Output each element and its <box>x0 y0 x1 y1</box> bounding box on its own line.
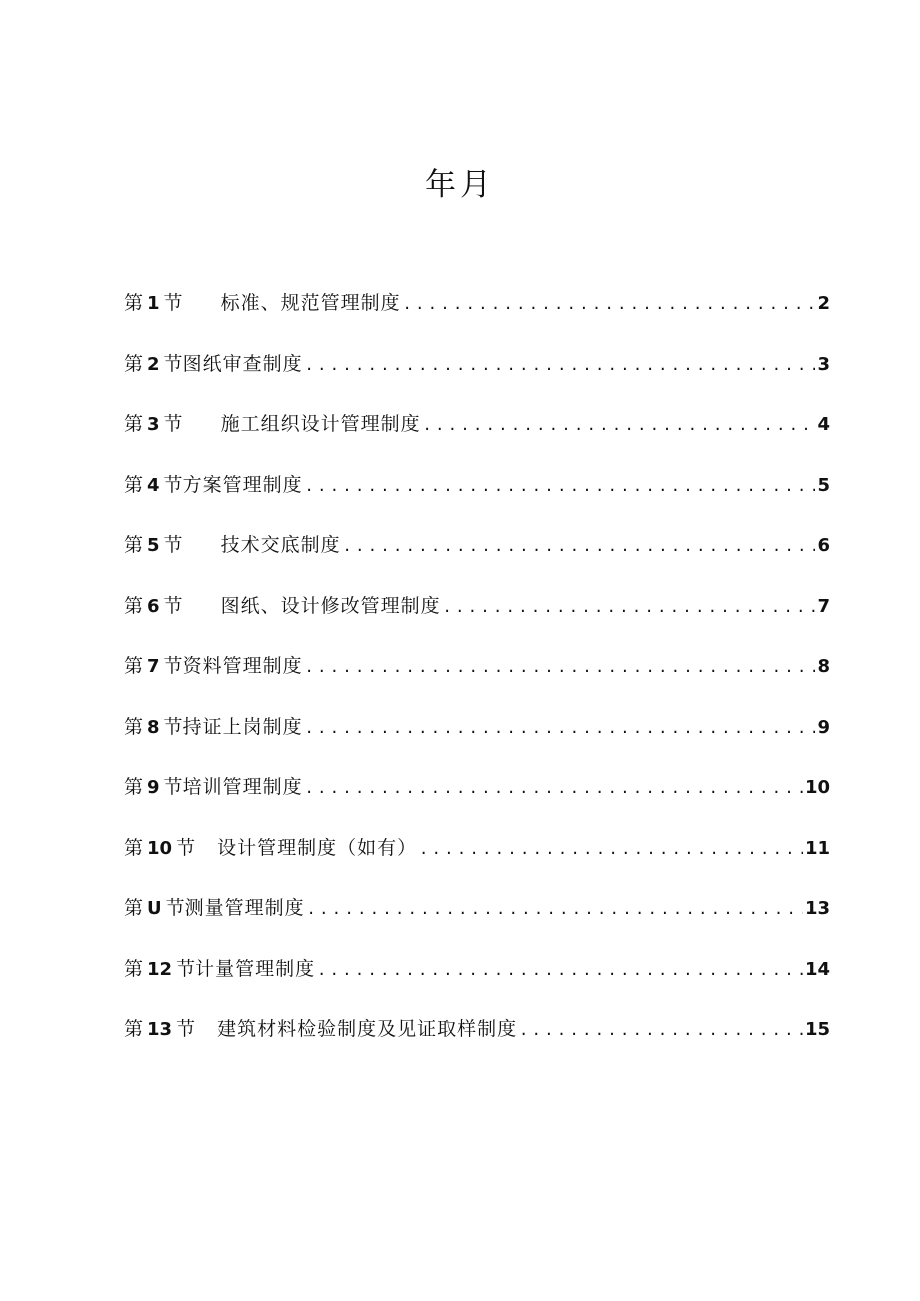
toc-entry[interactable] <box>124 653 830 714</box>
dot-leader <box>403 291 816 317</box>
section-number: 第 6 节 <box>124 594 183 617</box>
section-number: 第 8 节 <box>124 715 183 738</box>
section-number: 第 1 节 <box>124 292 183 314</box>
toc-entry[interactable] <box>124 835 830 896</box>
toc-entry[interactable] <box>124 411 830 472</box>
section-title: 施工组织设计管理制度 <box>220 413 421 435</box>
page-number: 9 <box>817 716 830 738</box>
dot-leader <box>423 412 816 438</box>
toc-entry[interactable] <box>124 774 830 835</box>
dot-leader <box>317 957 803 983</box>
section-number: 第 13 节 <box>124 1018 196 1040</box>
section-number: 第 U 节 <box>124 897 185 919</box>
page-number: 14 <box>804 958 830 980</box>
section-title: 图纸、设计修改管理制度 <box>220 594 441 617</box>
dot-leader <box>305 715 816 741</box>
page-number: 11 <box>804 837 830 859</box>
toc-entry[interactable] <box>124 290 830 351</box>
section-number: 第 5 节 <box>124 534 183 556</box>
section-number: 第 2 节 <box>124 352 183 375</box>
dot-leader <box>305 654 816 680</box>
dot-leader <box>419 836 803 862</box>
section-title: 测量管理制度 <box>184 897 305 919</box>
page-number: 5 <box>817 474 830 496</box>
dot-leader <box>307 896 803 922</box>
section-number: 第 9 节 <box>124 776 183 798</box>
page-number: 6 <box>817 535 830 556</box>
dot-leader <box>443 594 816 620</box>
toc-entry[interactable] <box>124 532 830 593</box>
dot-leader <box>519 1017 803 1043</box>
section-title: 计量管理制度 <box>195 957 316 980</box>
section-title: 标准、规范管理制度 <box>220 292 401 314</box>
section-title: 图纸审查制度 <box>182 352 303 375</box>
section-title: 设计管理制度（如有） <box>217 836 418 859</box>
page-number: 10 <box>804 777 830 798</box>
toc-entry[interactable] <box>124 895 830 956</box>
dot-leader <box>305 473 816 499</box>
section-number: 第 7 节 <box>124 655 183 677</box>
page-number: 7 <box>817 595 830 617</box>
section-title: 持证上岗制度 <box>182 715 303 738</box>
section-number: 第 10 节 <box>124 836 196 859</box>
section-number: 第 4 节 <box>124 473 183 496</box>
toc-entry[interactable] <box>124 351 830 412</box>
section-number: 第 12 节 <box>124 957 196 980</box>
section-title: 建筑材料检验制度及见证取样制度 <box>217 1018 518 1040</box>
section-title: 技术交底制度 <box>220 534 341 556</box>
dot-leader <box>305 352 816 378</box>
toc-entry[interactable] <box>124 472 830 533</box>
dot-leader <box>305 775 803 801</box>
page-number: 3 <box>817 353 830 375</box>
section-title: 资料管理制度 <box>182 655 303 677</box>
page-title: 年月 <box>425 167 495 203</box>
page-number: 4 <box>817 414 830 435</box>
section-title: 方案管理制度 <box>182 473 303 496</box>
section-number: 第 3 节 <box>124 413 183 435</box>
toc-entry[interactable] <box>124 1016 830 1077</box>
table-of-contents <box>124 290 830 1077</box>
page-number: 8 <box>817 656 830 677</box>
toc-entry[interactable] <box>124 714 830 775</box>
dot-leader <box>343 533 816 559</box>
toc-entry[interactable] <box>124 593 830 654</box>
section-title: 培训管理制度 <box>182 776 303 798</box>
page-number: 15 <box>804 1019 830 1040</box>
page-number: 13 <box>804 898 830 919</box>
page-number: 2 <box>817 293 830 314</box>
toc-entry[interactable] <box>124 956 830 1017</box>
